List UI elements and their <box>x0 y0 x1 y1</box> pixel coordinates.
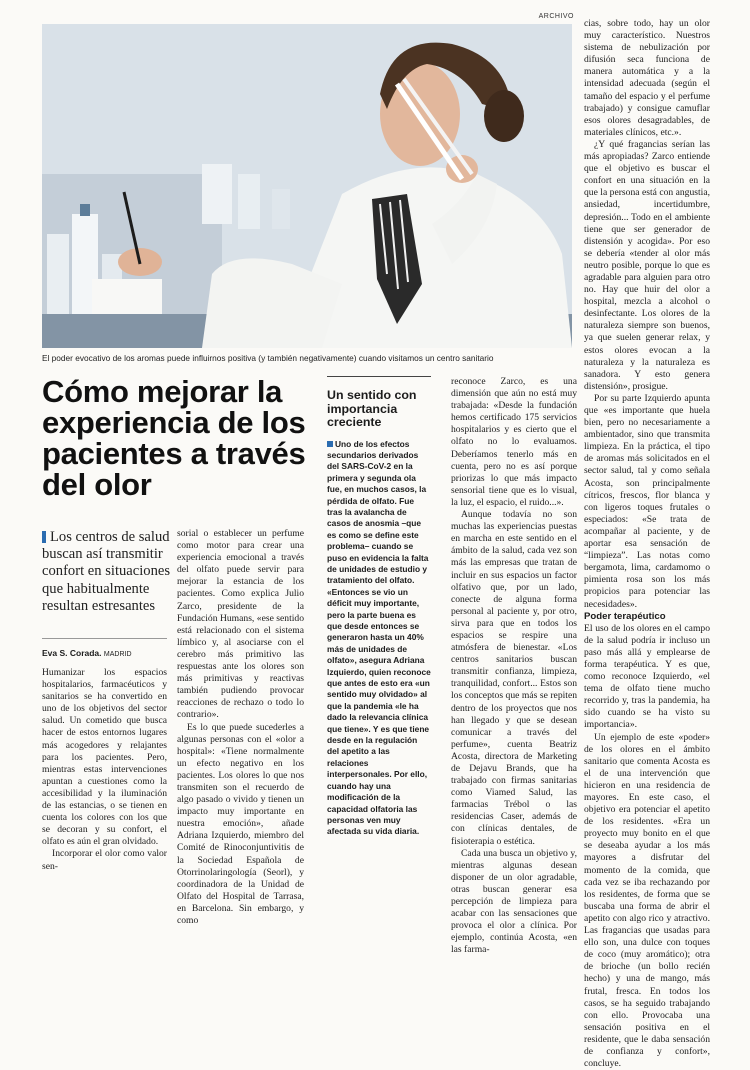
sidebar-marker <box>327 441 333 447</box>
paragraph: sorial o establecer un perfume como motor para crear una experiencia emocional a través del olfato puede servir para mejorar la estancia de los pacientes. Como explica Julio Zarco, presidente de la Fundación Humans, «ese sentido está relacionado con el sistema límbico y, al asociarse con el cerebro más primitivo las respuestas ante los olores son más primitivas y reactivas también pudiendo provocar reacciones de rechazo o todo lo contrario». <box>177 528 304 721</box>
sidebar-box <box>327 376 431 838</box>
paragraph: reconoce Zarco, es una dimensión que aún no está muy trabajada: «Desde la fundación hemos certificado 175 servicios hospitalarios y es cierto que el olfato no lo evaluamos. Deberíamos tenerlo más en cuenta, pero no es así porque priorizas lo que más impacto sensorial tiene que es lo visual, la luz, el espacio, el ruido...». <box>451 376 577 508</box>
byline <box>42 648 132 658</box>
deck: Los centros de salud buscan así transmitir confort en situaciones que habitualmente resultan estresantes <box>42 529 171 614</box>
sidebar-rule <box>327 376 431 377</box>
sidebar-text: Uno de los efectos secundarios derivados del SARS-CoV-2 en la primera y segunda ola fue, en muchos casos, la pérdida de olfato. Fue tras la avalancha de casos de anosmia –que es como se define este problema– cuando se puso en evidencia la falta de unidades de estudio y tratamiento del olfato. «Entonces se vio un déficit muy importante, pero la parte buena es que desde entonces se generaron hasta un 40% más de unidades de olfato», asegura Adriana Izquierdo, quien reconoce que antes de esto era «un sentido muy olvidado» al que la pandemia «le ha dado la relevancia clínica que tiene». Y es que tiene desde en la regulación del apetito a las relaciones interpersonales. Por ello, cuando hay una modificación de la capacidad olfatoria las personas ven muy afectada su vida diaria. <box>327 438 431 837</box>
paragraph: Es lo que puede sucederles a algunas personas con el «olor a hospital»: «Tiene normalmente un efecto negativo en los pacientes. Los olores lo que nos transmiten son el recuerdo de algo pasado o vivido y tienen un impacto muy importante en nuestra emoción», añade Adriana Izquierdo, miembro del Comité de Rinoconjuntivitis de la Sociedad Española de Otorrinolaringología (Seorl), y coordinadora de la Unidad de Olfato del Hospital de Tarrasa, en Barcelona. Sin embargo, y como <box>177 721 304 926</box>
dateline-city: MADRID <box>103 651 132 658</box>
photo-caption: El poder evocativo de los aromas puede influirnos positiva (y también negativamente) cuando visitamos un centro sanitario <box>42 353 494 363</box>
paragraph: Humanizar los espacios hospitalarios, farmacéuticos y sanitarios se ha convertido en uno de los objetivos del sector salud. Un cometido que busca hacer de estos entornos lugares más acogedores y relajantes para los pacientes. Pero, mientras estas intervenciones apuntan a cuestiones como la accesibilidad y la iluminación de las estancias, o se tienen en cuenta los colores con los que se decoran y su confort, el olfato es aún el gran olvidado. <box>42 667 167 848</box>
paragraph: Por su parte Izquierdo apunta que «es importante que huela bien, pero no necesariamente a ambientador, sino que transmita limpieza. En la práctica, el tipo de aromas más solicitados en el sector salud, tal y como señala Acosta, son principalmente cítricos, frescos, flor blanca y con ligeros toques frutales o especiados: «Se trata de acompañar al paciente, y de aportar esa sensación de “limpieza”. Las notas como bergamota, lima, cardamomo o pimienta rosa son los más propicios para potenciar las necesidades». <box>584 392 710 610</box>
paragraph: Cada una busca un objetivo y, mientras algunas desean disponer de un olor agradable, otras buscan generar esa percepción de limpieza para acabar con las sensaciones que provoca el olor a clínica. Por ejemplo, continúa Acosta, «en las farma- <box>451 847 577 956</box>
sidebar-title: Un sentido con importancia creciente <box>327 388 417 429</box>
sidebar-body <box>327 439 431 838</box>
paragraph: Un ejemplo de este «poder» de los olores en el ámbito sanitario que comenta Acosta es el de una intervención que hicieron en una residencia de mayores. En este caso, el objetivo era potenciar el apetito de los residentes. «Era un proyecto muy bonito en el que se deseaba ayudar a los más mayores a disfrutar del momento de la comida, que cada vez se iba rechazando por los residentes, de forma que se buscaba una forma de abrir el apetito con algo rico y atractivo. Las fragancias que usadas para ello son, una dulce con toques de coco (muy aromático); otra de brioche (un bollo recién hecho) y una de mango, más frutal, fresca. En todos los casos, se ha seguido trabajando con ello. Provocaba una sensación positiva en el residente, que le daba sensación de confianza y confort», concluye. <box>584 731 710 1070</box>
article-photo <box>42 24 572 348</box>
paragraph: cias, sobre todo, hay un olor muy característico. Nuestros sistema de nebulización por difusión seca funciona de manera automática y a la intensidad adecuada (según el tamaño del espacio y el perfume trabajado) y consigue camuflar esos olores desagradables, de materiales clínicos, etc.». <box>584 18 710 138</box>
column-1 <box>42 667 167 873</box>
author: Eva S. Corada. <box>42 648 102 658</box>
photo-credit: ARCHIVO <box>538 13 574 20</box>
headline: Cómo mejorar la experiencia de los pacientes a través del olor <box>42 374 306 502</box>
section-subhead: Poder terapéutico <box>584 610 666 622</box>
paragraph: Aunque todavía no son muchas las experiencias puestas en marcha en este sentido en el ámbito de la salud, cada vez son más las empresas que tratan de incluir en sus espacios un factor olfativo que, por un lado, conecte de alguna forma personal al paciente y, por otro, sirva para que en todos los espacios se respire una atmósfera de bienestar. «Los centros sanitarios buscan transmitir confianza, limpieza, tranquilidad, confort... Estos son los conceptos que más se repiten dentro de los proyectos que nos han llegado y que se desean comunicar a través del perfume», cuenta Beatriz Acosta, directora de Marketing de Dejavu Brands, que ha trabajado con firmas sanitarias como Viamed Salud, las farmacias Trébol o las residencias Caser, además de con clínicas dentales, de fisioterapia o estética. <box>451 509 577 847</box>
paragraph: El uso de los olores en el campo de la salud podría ir incluso un paso más allá y emplearse de forma terapéutica. Y es que, como reconoce Izquierdo, «el tema de olfato tiene mucho recorrido y, tras la pandemia, ha sido cuando se ha visto su importancia». <box>584 622 710 731</box>
column-2 <box>177 528 304 927</box>
byline-rule <box>42 638 167 639</box>
column-5 <box>584 18 710 1070</box>
paragraph: ¿Y qué fragancias serían las más apropiadas? Zarco entiende que el objetivo es buscar el confort en una situación en la que la persona está con angustia, ansiedad, incertidumbre, depresión... Todo en el ambiente tiene que ser generador de distensión y acogida». Por eso se debería «tender al olor más neutro posible, porque lo que es agradable para alguien para otro no. Hay que huir del olor a hospital, mezcla a alcohol o desinfectante. Los olores de la naturaleza siempre son buenos, ya que suelen generar relax, y estos olores evocan a la naturaleza y la naturaleza es sanadora. Y esto genera distensión», prosigue. <box>584 138 710 392</box>
column-4 <box>451 376 577 957</box>
paragraph: Incorporar el olor como valor sen- <box>42 848 167 872</box>
